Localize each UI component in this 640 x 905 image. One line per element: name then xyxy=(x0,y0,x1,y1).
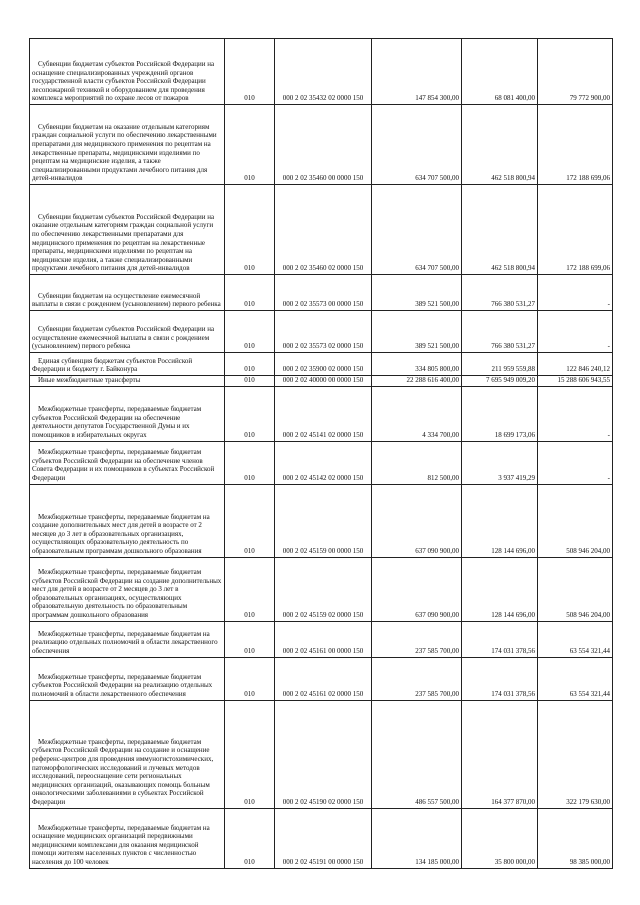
row-remainder-cell: 63 554 321,44 xyxy=(538,621,613,657)
row-kbk-cell: 000 2 02 35460 02 0000 150 xyxy=(275,185,372,275)
row-name-text: Межбюджетные трансферты, передаваемые бюджетам на реализацию отдельных полномочий в области лекарственного обеспечения xyxy=(32,629,218,655)
row-executed-cell: 766 380 531,27 xyxy=(462,311,538,353)
row-name-cell xyxy=(30,441,225,484)
row-executed-cell: 3 937 419,29 xyxy=(462,441,538,484)
row-kbk-cell: 000 2 02 35900 02 0000 150 xyxy=(275,353,372,376)
table-body xyxy=(30,39,613,869)
row-executed-cell: 128 144 696,00 xyxy=(462,484,538,557)
row-kbk-cell: 000 2 02 45190 02 0000 150 xyxy=(275,700,372,808)
row-code-cell: 010 xyxy=(225,657,275,700)
row-remainder-cell: 322 179 630,00 xyxy=(538,700,613,808)
row-remainder-cell: 122 846 240,12 xyxy=(538,353,613,376)
row-remainder-cell: 508 946 204,00 xyxy=(538,484,613,557)
row-code-cell: 010 xyxy=(225,808,275,868)
row-executed-cell: 174 031 378,56 xyxy=(462,621,538,657)
row-executed-cell: 68 081 400,00 xyxy=(462,39,538,105)
row-name-cell xyxy=(30,700,225,808)
row-name-text: Межбюджетные трансферты, передаваемые бюджетам на создание дополнительных мест для детей в возрасте от 2 месяцев до 3 лет в образовательных организациях, осуществляющих образовательную деятельность по образовательным программам дошкольного образования xyxy=(32,512,210,555)
row-plan-cell: 4 334 700,00 xyxy=(372,386,462,441)
row-name-cell xyxy=(30,105,225,185)
table-row xyxy=(30,700,613,808)
row-plan-cell: 634 707 500,00 xyxy=(372,105,462,185)
table-row xyxy=(30,105,613,185)
row-code-cell: 010 xyxy=(225,621,275,657)
row-kbk-cell: 000 2 02 45142 02 0000 150 xyxy=(275,441,372,484)
row-name-cell xyxy=(30,376,225,387)
row-kbk-cell: 000 2 02 35460 00 0000 150 xyxy=(275,105,372,185)
row-name-text: Межбюджетные трансферты, передаваемые бюджетам субъектов Российской Федерации на создание дополнительных мест для детей в возрасте от 2 месяцев до 3 лет в образовательных организациях, осуществляющих образовательную деятельность по образовательным программам дошкольного образования xyxy=(32,568,222,619)
row-kbk-cell: 000 2 02 45161 00 0000 150 xyxy=(275,621,372,657)
row-plan-cell: 334 805 800,00 xyxy=(372,353,462,376)
row-name-cell xyxy=(30,185,225,275)
row-executed-cell: 462 518 800,94 xyxy=(462,105,538,185)
table-row xyxy=(30,353,613,376)
table-row xyxy=(30,808,613,868)
row-kbk-cell: 000 2 02 35573 02 0000 150 xyxy=(275,311,372,353)
row-kbk-cell: 000 2 02 35573 00 0000 150 xyxy=(275,275,372,311)
row-name-text: Межбюджетные трансферты, передаваемые бюджетам субъектов Российской Федерации на реализацию отдельных полномочий в области лекарственного обеспечения xyxy=(32,672,213,698)
row-code-cell: 010 xyxy=(225,386,275,441)
row-name-cell xyxy=(30,621,225,657)
row-code-cell: 010 xyxy=(225,105,275,185)
row-name-text: Единая субвенция бюджетам субъектов Российской Федерации и бюджету г. Байконура xyxy=(32,356,193,374)
row-remainder-cell: 508 946 204,00 xyxy=(538,557,613,621)
row-name-cell xyxy=(30,353,225,376)
row-remainder-cell: - xyxy=(538,311,613,353)
table-row xyxy=(30,657,613,700)
row-name-cell xyxy=(30,484,225,557)
row-remainder-cell: - xyxy=(538,441,613,484)
row-kbk-cell: 000 2 02 45161 02 0000 150 xyxy=(275,657,372,700)
row-plan-cell: 22 288 616 400,00 xyxy=(372,376,462,387)
row-plan-cell: 134 185 000,00 xyxy=(372,808,462,868)
table-row xyxy=(30,275,613,311)
row-code-cell: 010 xyxy=(225,441,275,484)
row-name-cell xyxy=(30,386,225,441)
table-row xyxy=(30,311,613,353)
row-name-text: Субвенции бюджетам на осуществление ежемесячной выплаты в связи с рождением (усыновлением) первого ребенка xyxy=(32,291,221,309)
row-kbk-cell: 000 2 02 35432 02 0000 150 xyxy=(275,39,372,105)
row-remainder-cell: 79 772 900,00 xyxy=(538,39,613,105)
row-name-text: Межбюджетные трансферты, передаваемые бюджетам субъектов Российской Федерации на обеспечение членов Совета Федерации и их помощников в субъектах Российской Федерации xyxy=(32,448,215,482)
row-kbk-cell: 000 2 02 45159 00 0000 150 xyxy=(275,484,372,557)
row-name-text: Иные межбюджетные трансферты xyxy=(38,376,141,384)
row-code-cell: 010 xyxy=(225,557,275,621)
row-code-cell: 010 xyxy=(225,700,275,808)
row-name-text: Межбюджетные трансферты, передаваемые бюджетам субъектов Российской Федерации на создание и оснащение референс-центров для проведения иммуногистохимических, патоморфологических исследований и лучевых методов исследований, переоснащение сети региональных медицинских организаций, оказывающих помощь больным онкологическими заболеваниями в субъектах Российской Федерации xyxy=(32,737,214,806)
row-remainder-cell: 15 288 606 943,55 xyxy=(538,376,613,387)
row-code-cell: 010 xyxy=(225,39,275,105)
row-code-cell: 010 xyxy=(225,311,275,353)
row-name-cell xyxy=(30,39,225,105)
row-kbk-cell: 000 2 02 45141 02 0000 150 xyxy=(275,386,372,441)
row-plan-cell: 637 090 900,00 xyxy=(372,557,462,621)
row-name-text: Субвенции бюджетам на оказание отдельным категориям граждан социальной услуги по обеспечению лекарственными препаратами для медицинского применения по рецептам на лекарственные препараты, медицинскими изделиями по рецептам на медицинские изделия, а также специализированными продуктами лечебного питания для детей-инвалидов xyxy=(32,122,217,183)
row-code-cell: 010 xyxy=(225,353,275,376)
row-plan-cell: 147 854 300,00 xyxy=(372,39,462,105)
row-executed-cell: 18 699 173,06 xyxy=(462,386,538,441)
table-row xyxy=(30,441,613,484)
row-executed-cell: 128 144 696,00 xyxy=(462,557,538,621)
row-name-text: Межбюджетные трансферты, передаваемые бюджетам субъектов Российской Федерации на обеспечение деятельности депутатов Государственной Думы и их помощников в избирательных округах xyxy=(32,405,202,439)
row-plan-cell: 389 521 500,00 xyxy=(372,311,462,353)
row-executed-cell: 211 959 559,88 xyxy=(462,353,538,376)
row-name-text: Межбюджетные трансферты, передаваемые бюджетам на оснащение медицинских организаций передвижными медицинскими комплексами для оказания медицинской помощи жителям населенных пунктов с численностью населения до 100 человек xyxy=(32,823,210,866)
row-plan-cell: 237 585 700,00 xyxy=(372,621,462,657)
row-name-text: Субвенции бюджетам субъектов Российской Федерации на осуществление ежемесячной выплаты в связи с рождением (усыновлением) первого ребенка xyxy=(32,325,215,351)
table-row xyxy=(30,376,613,387)
row-plan-cell: 812 500,00 xyxy=(372,441,462,484)
row-executed-cell: 462 518 800,94 xyxy=(462,185,538,275)
row-plan-cell: 486 557 500,00 xyxy=(372,700,462,808)
row-executed-cell: 174 031 378,56 xyxy=(462,657,538,700)
row-code-cell: 010 xyxy=(225,484,275,557)
table-row xyxy=(30,386,613,441)
row-name-text: Субвенции бюджетам субъектов Российской Федерации на оказание отдельным категориям граждан социальной услуги по обеспечению лекарственными препаратами для медицинского применения по рецептам на лекарственные препараты, медицинскими изделиями по рецептам на медицинские изделия, а также специализированными продуктами лечебного питания для детей-инвалидов xyxy=(32,212,215,273)
row-kbk-cell: 000 2 02 45191 00 0000 150 xyxy=(275,808,372,868)
row-plan-cell: 637 090 900,00 xyxy=(372,484,462,557)
row-name-cell xyxy=(30,311,225,353)
row-code-cell: 010 xyxy=(225,185,275,275)
table-row xyxy=(30,39,613,105)
row-remainder-cell: 63 554 321,44 xyxy=(538,657,613,700)
row-executed-cell: 35 800 000,00 xyxy=(462,808,538,868)
row-executed-cell: 766 380 531,27 xyxy=(462,275,538,311)
budget-execution-table xyxy=(29,38,613,869)
row-name-cell xyxy=(30,557,225,621)
row-name-cell xyxy=(30,808,225,868)
row-plan-cell: 634 707 500,00 xyxy=(372,185,462,275)
row-executed-cell: 7 695 949 009,20 xyxy=(462,376,538,387)
table-row xyxy=(30,484,613,557)
row-remainder-cell: 98 385 000,00 xyxy=(538,808,613,868)
row-kbk-cell: 000 2 02 45159 02 0000 150 xyxy=(275,557,372,621)
row-code-cell: 010 xyxy=(225,376,275,387)
table-row xyxy=(30,621,613,657)
row-kbk-cell: 000 2 02 40000 00 0000 150 xyxy=(275,376,372,387)
row-plan-cell: 237 585 700,00 xyxy=(372,657,462,700)
row-executed-cell: 164 377 870,00 xyxy=(462,700,538,808)
row-remainder-cell: - xyxy=(538,386,613,441)
row-name-cell xyxy=(30,275,225,311)
table-row xyxy=(30,185,613,275)
row-remainder-cell: - xyxy=(538,275,613,311)
row-name-cell xyxy=(30,657,225,700)
row-remainder-cell: 172 188 699,06 xyxy=(538,105,613,185)
row-remainder-cell: 172 188 699,06 xyxy=(538,185,613,275)
row-name-text: Субвенции бюджетам субъектов Российской Федерации на оснащение специализированных учреждений органов государственной власти субъектов Российской Федерации лесопожарной техникой и оборудованием для проведения комплекса мероприятий по охране лесов от пожаров xyxy=(32,60,215,103)
row-code-cell: 010 xyxy=(225,275,275,311)
table-row xyxy=(30,557,613,621)
row-plan-cell: 389 521 500,00 xyxy=(372,275,462,311)
